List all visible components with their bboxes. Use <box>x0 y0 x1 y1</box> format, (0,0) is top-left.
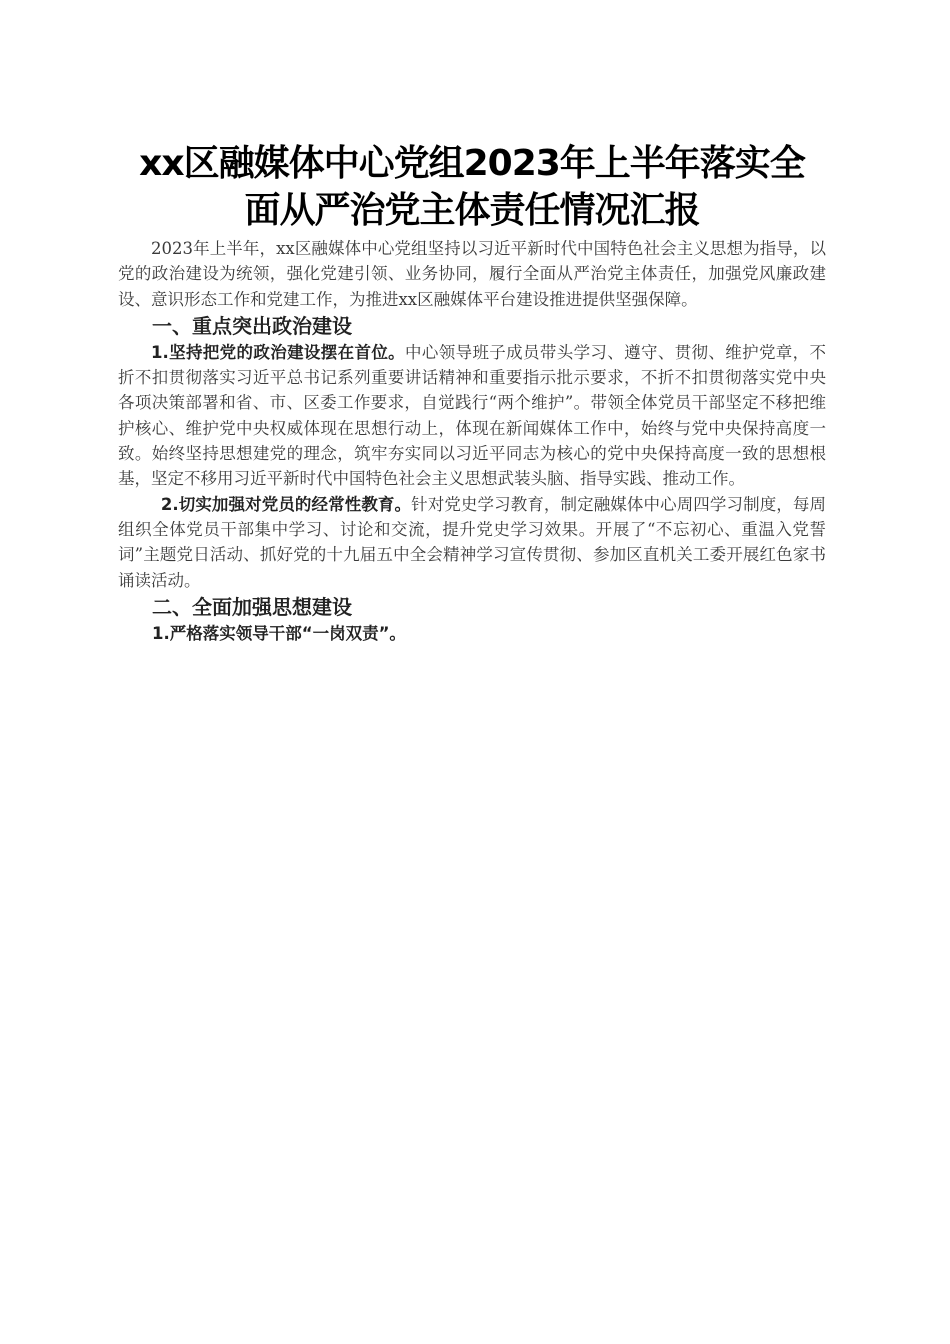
title-line-2: 面从严治党主体责任情况汇报 <box>244 190 700 231</box>
section1-item2-lead: 2.切实加强对党员的经常性教育。 <box>160 494 412 514</box>
document-body <box>118 140 826 646</box>
section-heading-political: 一、重点突出政治建设 <box>152 313 352 338</box>
section1-item1-body: 中心领导班子成员带头学习、遵守、贯彻、维护党章，不折不扣贯彻落实习近平总书记系列重要讲话精神和重要指示批示要求，不折不扣贯彻落实党中央各项决策部署和省、市、区委工作要求，自觉践行“两个维护”。带领全体党员干部坚定不移把维护核心、维护党中央权威体现在思想行动上，体现在新闻媒体工作中，始终与党中央保持高度一致。始终坚持思想建党的理念，筑牢夯实同以习近平同志为核心的党中央保持高度一致的思想根基，坚定不移用习近平新时代中国特色社会主义思想武装头脑、指导实践、推动工作。 <box>118 342 827 489</box>
section1-item1-lead: 1.坚持把党的政治建设摆在首位。 <box>151 342 406 362</box>
section1-item1-paragraph <box>118 340 826 492</box>
intro-paragraph: 2023年上半年，xx区融媒体中心党组坚持以习近平新时代中国特色社会主义思想为指导，以党的政治建设为统领，强化党建引领、业务协同，履行全面从严治党主体责任，加强党风廉政建设、意识形态工作和党建工作，为推进xx区融媒体平台建设推进提供坚强保障。 <box>118 239 826 309</box>
title-line-1: xx区融媒体中心党组2023年上半年落实全 <box>139 143 805 184</box>
section-heading-ideological: 二、全面加强思想建设 <box>152 594 352 619</box>
section1-item2-paragraph <box>118 492 826 593</box>
section2-item1-lead: 1.严格落实领导干部“一岗双责”。 <box>152 623 406 643</box>
section1-item2-body: 针对党史学习教育，制定融媒体中心周四学习制度，每周组织全体党员干部集中学习、讨论和交流，提升党史学习效果。开展了“不忘初心、重温入党誓词”主题党日活动、抓好党的十九届五中全会精神学习宣传贯彻、参加区直机关工委开展红色家书诵读活动。 <box>118 494 827 590</box>
document-title <box>118 140 826 234</box>
